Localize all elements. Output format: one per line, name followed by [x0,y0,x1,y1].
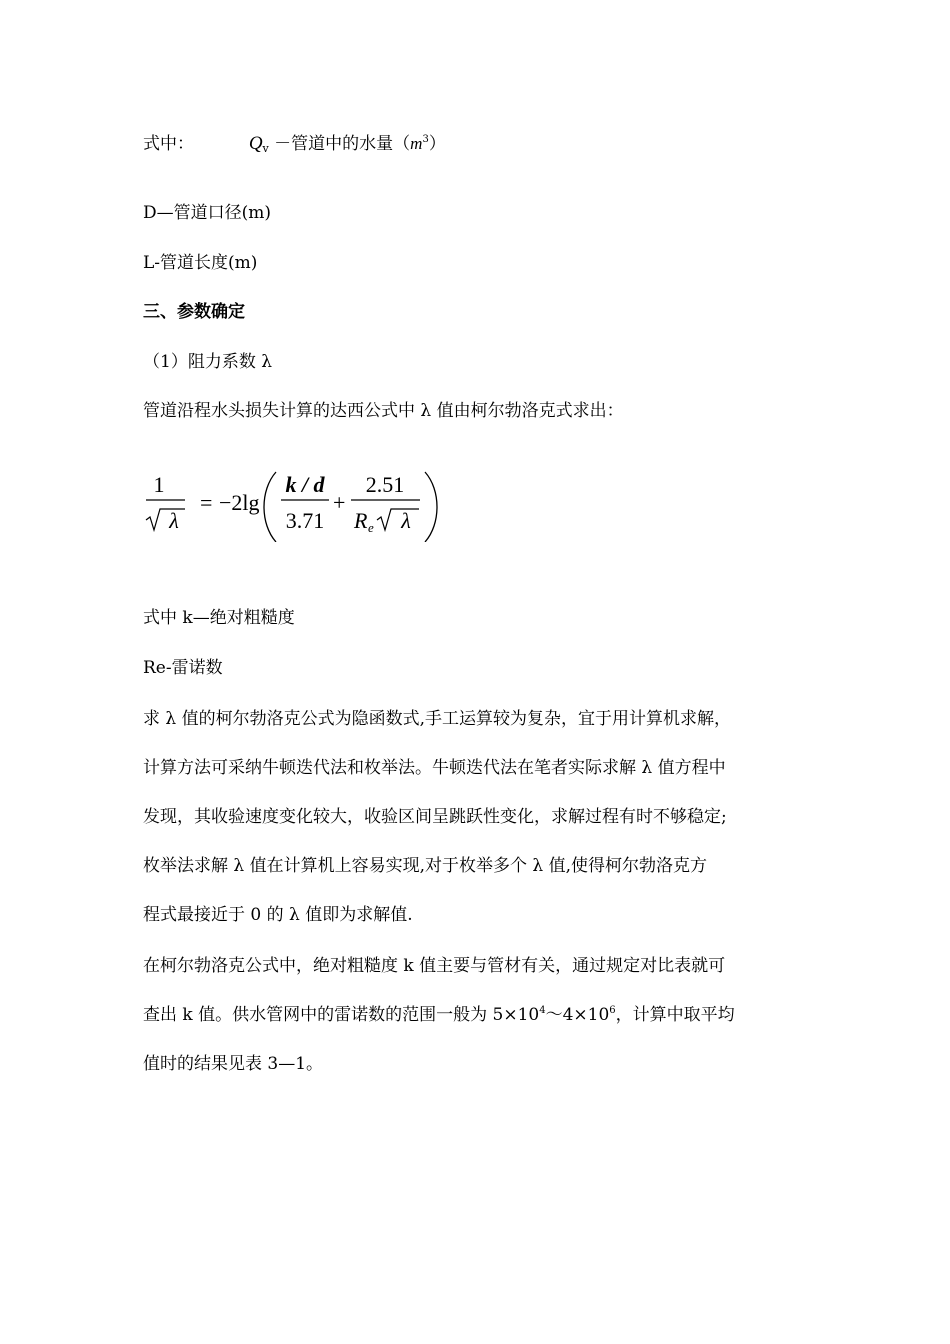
qv-symbol: Q [248,133,263,154]
qv-subscript: v [262,142,269,155]
formula-frac2-re: R [354,508,368,533]
formula-lhs-lambda: λ [169,508,179,533]
paragraph1-line1: 求 λ 值的柯尔勃洛克公式为隐函数式,手工运算较为复杂，宜于用计算机求解， [143,709,731,729]
qv-description: －管道中的水量（ [274,134,411,154]
paragraph1-line3: 发现，其收验速度变化较大，收验区间呈跳跃性变化，求解过程有时不够稳定; [143,807,727,827]
formula-equals: = [200,490,213,515]
paragraph2-line1: 在柯尔勃洛克公式中，绝对粗糙度 k 值主要与管材有关，通过规定对比表就可 [143,956,726,976]
where-k-definition: 式中 k—绝对粗糙度 [143,608,295,628]
subsection-title: （1）阻力系数 λ [143,352,272,372]
section-title: 三、参数确定 [143,302,245,322]
formula-frac2-lambda: λ [401,508,411,533]
formula-neg-2lg: −2lg [219,490,260,515]
intro-sentence: 管道沿程水头损失计算的达西公式中 λ 值由柯尔勃洛克式求出： [143,401,624,421]
formula-frac2-sqrt-sign [377,509,419,530]
reynolds-exponent-high: 6 [609,1005,616,1016]
formula-plus: + [333,490,346,515]
variable-definition-qv [143,133,446,160]
formula-lhs-sqrt-sign [146,509,185,530]
qv-prefix: 式中： [143,134,194,154]
paragraph1-line4: 枚举法求解 λ 值在计算机上容易实现,对于枚举多个 λ 值,使得柯尔勃洛克方 [143,856,707,876]
qv-unit-exponent: 3 [422,134,429,145]
paragraph1-line2: 计算方法可采纳牛顿迭代法和枚举法。牛顿迭代法在笔者实际求解 λ 值方程中 [143,758,726,778]
formula-frac1-denominator: 3.71 [285,508,325,533]
paragraph2-line2-part-b: ～4×10 [545,1005,610,1025]
formula-frac1-numerator: k / d [285,472,325,497]
paragraph2-line2 [143,1004,735,1026]
formula-frac2-re-subscript: e [368,520,374,535]
formula-lhs-numerator: 1 [153,472,165,497]
variable-definition-l: L-管道长度(m) [143,253,258,273]
paragraph2-line3: 值时的结果见表 3—1。 [143,1054,324,1074]
paragraph2-line2-part-a: 查出 k 值。供水管网中的雷诺数的范围一般为 5×10 [143,1005,540,1025]
reynolds-exponent-low: 4 [539,1005,546,1016]
variable-definition-d: D—管道口径(m) [143,203,272,223]
paragraph1-line5: 程式最接近于 0 的 λ 值即为求解值. [143,905,413,925]
qv-unit-base: m [410,134,423,153]
formula-frac2-numerator: 2.51 [365,472,405,497]
where-re-definition: Re-雷诺数 [143,658,223,678]
qv-unit-close: ） [428,134,446,154]
colebrook-formula [143,462,443,542]
formula-left-paren [264,472,276,542]
formula-right-paren [425,472,437,542]
paragraph2-line2-part-c: ，计算中取平均 [615,1005,735,1025]
